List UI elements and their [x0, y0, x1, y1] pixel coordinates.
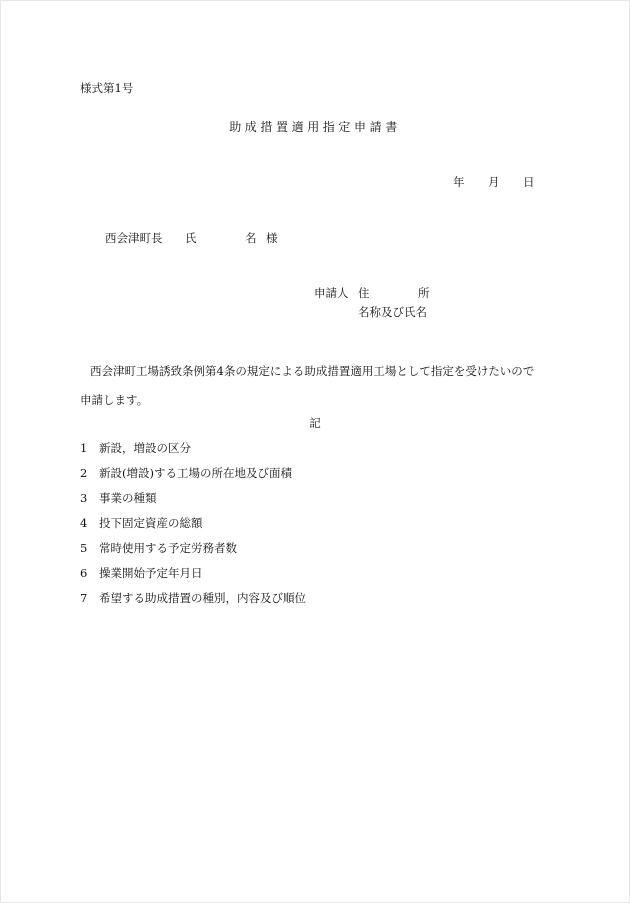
- list-item: [80, 568, 203, 580]
- item-text: 新設，増設の区分: [99, 441, 191, 455]
- applicant-address-char-2: 所: [418, 286, 430, 300]
- list-item: [80, 468, 292, 480]
- item-text: 常時使用する予定労務者数: [99, 541, 237, 555]
- document-title: 助成措置適用指定申請書: [229, 120, 401, 134]
- form-number: 様式第1号: [80, 81, 134, 95]
- date-day-label: 日: [523, 175, 535, 189]
- item-text: 操業開始予定年月日: [99, 566, 203, 580]
- item-text: 投下固定資産の総額: [99, 516, 203, 530]
- item-text: 新設(増設)する工場の所在地及び面積: [99, 466, 292, 480]
- list-item: [80, 593, 306, 605]
- applicant-name-label: 名称及び氏名: [358, 305, 427, 319]
- body-text-line-1: 西会津町工場誘致条例第4条の規定による助成措置適用工場として指定を受けたいので: [90, 364, 535, 378]
- item-text: 希望する助成措置の種別，内容及び順位: [99, 591, 306, 605]
- body-text-line-2: 申請します。: [80, 393, 149, 407]
- addressee-town-mayor: 西会津町長: [105, 231, 163, 245]
- date-month-label: 月: [488, 175, 500, 189]
- ki-heading: 記: [309, 416, 321, 430]
- item-number: 1: [80, 441, 88, 455]
- item-number: 4: [80, 516, 88, 530]
- item-number: 7: [80, 591, 88, 605]
- addressee-name-char-1: 氏: [185, 231, 197, 245]
- item-number: 5: [80, 541, 88, 555]
- list-item: [80, 493, 157, 505]
- item-number: 3: [80, 491, 88, 505]
- item-number: 2: [80, 466, 88, 480]
- addressee-name-char-2: 名: [245, 231, 257, 245]
- list-item: [80, 518, 203, 530]
- date-year-label: 年: [453, 175, 465, 189]
- item-text: 事業の種類: [99, 491, 157, 505]
- list-item: [80, 443, 191, 455]
- list-item: [80, 543, 237, 555]
- applicant-label: 申請人: [314, 286, 349, 300]
- applicant-address-char-1: 住: [358, 286, 370, 300]
- item-number: 6: [80, 566, 88, 580]
- addressee-honorific: 様: [266, 231, 278, 245]
